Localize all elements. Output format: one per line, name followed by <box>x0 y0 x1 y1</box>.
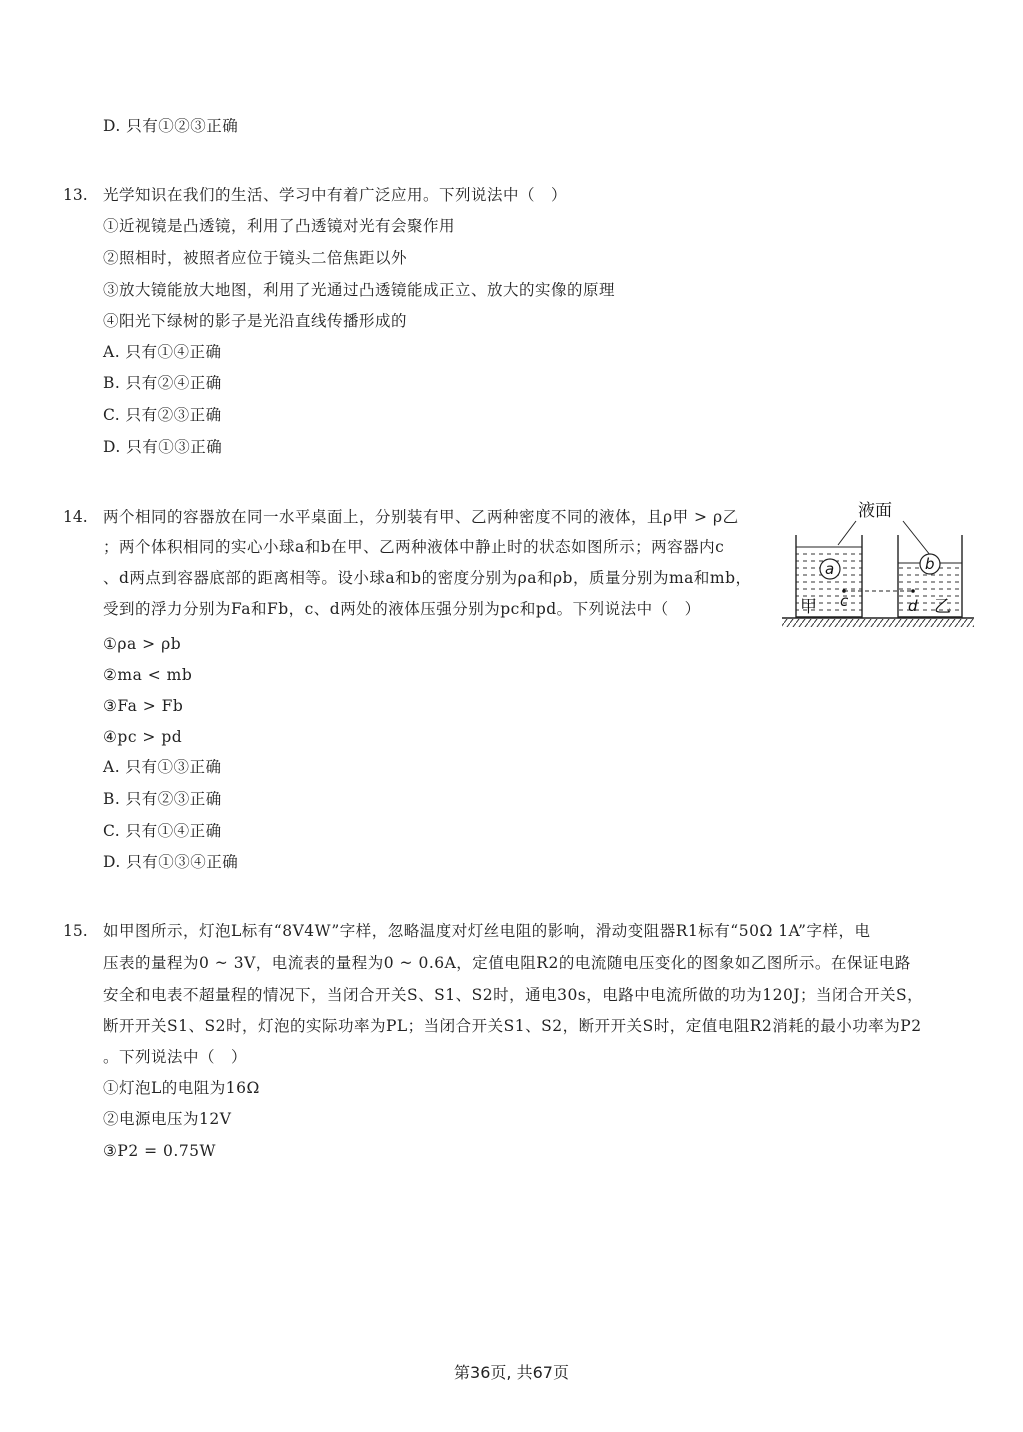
q14-statement-1: ①ρa > ρb <box>103 635 182 653</box>
liquid-jia-label: 甲 <box>800 597 817 617</box>
q14-stem-line-4: 受到的浮力分别为Fa和Fb，c、d两处的液体压强分别为pc和pd。下列说法中（ ） <box>103 600 701 618</box>
q14-stem-line-3: 、d两点到容器底部的距离相等。设小球a和b的密度分别为ρa和ρb，质量分别为ma和mb， <box>103 569 752 587</box>
ball-b-label: b <box>925 555 935 573</box>
q15-stem-line-1: 如甲图所示，灯泡L标有“8V4W”字样，忽略温度对灯丝电阻的影响，滑动变阻器R1标有“50Ω 1A”字样，电 <box>103 922 871 940</box>
q14-option-c: C. 只有①④正确 <box>103 822 222 840</box>
q15-stem-line-4: 断开开关S1、S2时，灯泡的实际功率为PL；当闭合开关S1、S2，断开开关S时，定值电阻R2消耗的最小功率为P2 <box>103 1017 922 1035</box>
q13-stem: 光学知识在我们的生活、学习中有着广泛应用。下列说法中（ ） <box>103 186 568 204</box>
q15-statement-2: ②电源电压为12V <box>103 1110 232 1128</box>
q15-statement-3: ③P2 = 0.75W <box>103 1142 216 1160</box>
q14-option-d: D. 只有①③④正确 <box>103 853 239 871</box>
q15-statement-1: ①灯泡L的电阻为16Ω <box>103 1079 260 1097</box>
q13-option-d: D. 只有①③正确 <box>103 438 223 456</box>
q12-option-d: D. 只有①②③正确 <box>103 117 239 135</box>
q14-option-b: B. 只有②③正确 <box>103 790 222 808</box>
liquid-yi-label: 乙 <box>934 597 951 617</box>
q14-stem-line-2: ；两个体积相同的实心小球a和b在甲、乙两种液体中静止时的状态如图所示；两容器内c <box>103 538 725 556</box>
q13-option-b: B. 只有②④正确 <box>103 374 222 392</box>
q14-option-a: A. 只有①③正确 <box>103 758 222 776</box>
q13-option-c: C. 只有②③正确 <box>103 406 222 424</box>
table-hatching <box>782 619 974 627</box>
q13-number: 13. <box>63 186 88 204</box>
q14-statement-2: ②ma < mb <box>103 666 193 684</box>
q14-stem-line-1: 两个相同的容器放在同一水平桌面上，分别装有甲、乙两种密度不同的液体，且ρ甲 > ρ乙 <box>103 508 739 526</box>
ball-a-label: a <box>825 560 835 578</box>
q13-statement-3: ③放大镜能放大地图，利用了光通过凸透镜能成正立、放大的实像的原理 <box>103 281 616 299</box>
q15-stem-line-3: 安全和电表不超量程的情况下，当闭合开关S、S1、S2时，通电30s，电路中电流所做的功为120J；当闭合开关S， <box>103 986 924 1004</box>
q14-number: 14. <box>63 508 88 526</box>
q13-statement-4: ④阳光下绿树的影子是光沿直线传播形成的 <box>103 312 408 330</box>
q13-option-a: A. 只有①④正确 <box>103 343 222 361</box>
q13-statement-2: ②照相时，被照者应位于镜头二倍焦距以外 <box>103 249 408 267</box>
surface-pointer-left <box>838 521 856 545</box>
q14-statement-4: ④pc > pd <box>103 728 183 746</box>
page-footer: 第36页, 共67页 <box>454 1363 569 1382</box>
surface-label: 液面 <box>858 501 892 521</box>
q15-stem-line-2: 压表的量程为0 ~ 3V，电流表的量程为0 ~ 0.6A，定值电阻R2的电流随电压变化的图象如乙图所示。在保证电路 <box>103 954 911 972</box>
q14-statement-3: ③Fa > Fb <box>103 697 184 715</box>
q13-statement-1: ①近视镜是凸透镜，利用了凸透镜对光有会聚作用 <box>103 217 456 235</box>
q15-stem-line-5: 。下列说法中（ ） <box>103 1048 248 1066</box>
q15-number: 15. <box>63 922 88 940</box>
point-c-label: c <box>840 592 849 610</box>
point-d-label: d <box>908 597 918 615</box>
q14-container-figure <box>778 495 978 635</box>
